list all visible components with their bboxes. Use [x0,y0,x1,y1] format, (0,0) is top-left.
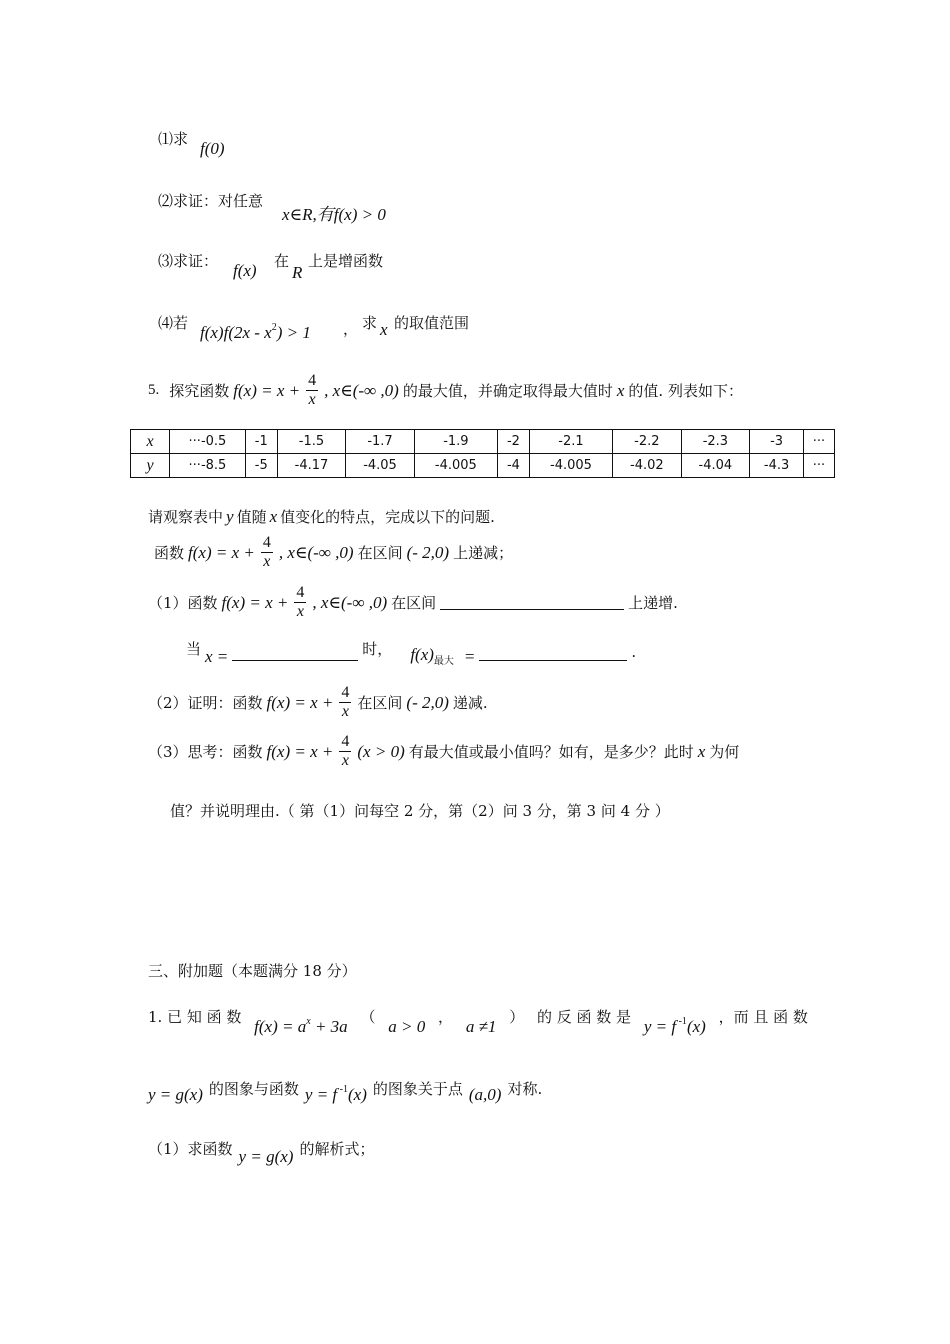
q4-part4-comma: ， [343,320,359,338]
q4-part3-math-r: R [292,263,303,282]
q5-given-func: f(x) = x + [188,542,255,562]
q5-observe-x: x [269,506,278,526]
q5-part1-xeq: x = [205,647,229,666]
q5-given-domain: , x∈(-∞ ,0) [278,542,354,562]
section3-q1-comma: ， [438,1008,454,1026]
section3-q1-line2-b: 的图象与函数 [208,1080,299,1098]
q5-part1-fraction: $\frac{4}{x}$ [296,584,305,620]
section3-q1-gx: y = g(x) [148,1085,203,1104]
table-cell: ···-0.5 [170,430,246,454]
section3-q1-line1 [148,996,808,1037]
table-cell: ··· [804,430,835,454]
q5-given-interval: (- 2,0) [406,542,450,562]
section3-q1-inverse: y = f $^{-1}$(x) [643,1016,706,1036]
q5-part1-time: 时， [362,640,393,658]
q5-part2-interval: (- 2,0) [406,692,449,712]
q5-part1-interval-blank[interactable] [440,595,624,610]
table-cell: ···-8.5 [170,454,246,478]
q5-part1-line [148,584,678,621]
q5-intro-x: x [616,380,625,400]
table-cell: -4 [498,454,530,478]
table-cell: -5 [245,454,277,478]
q5-given-a: 函数 [154,544,185,562]
section3-sub1-line [148,1138,375,1166]
section3-q1-line2-e: 的图象关于点 [372,1080,463,1098]
table-cell: -4.05 [346,454,415,478]
table-cell: ··· [804,454,835,478]
q5-part1-period: . [631,643,637,661]
q5-part1-fmax: $f(x)_{最大}$ [410,645,454,667]
q4-part4-tail: 的取值范围 [394,314,470,332]
q5-number: 5. [148,382,160,398]
table-cell: -4.005 [529,454,612,478]
section3-sub1-label: （1）求函数 [148,1140,233,1158]
section3-q1-point: (a,0) [468,1085,502,1104]
section3-title: 三、附加题（本题满分 18 分） [148,962,357,980]
q4-part4-math: $f(x)f(2x - x^2) > 1$ [200,322,311,342]
q5-observe-a: 请观察表中 [148,508,224,526]
section3-q1-line2 [148,1078,543,1104]
section3-sub1-tail: 的解析式； [299,1140,375,1158]
table-row-y [131,454,835,478]
q5-part3-line2: 值？并说明理由.（ 第（1）问每空 2 分，第（2）问 3 分，第 3 问 4 分 ） [170,802,670,820]
q5-intro-tail2: 的值. 列表如下： [628,382,743,400]
table-cell: -1.7 [346,430,415,454]
q5-part3-x: x [697,741,706,761]
q5-domain: , x∈(-∞ ,0) [324,380,399,400]
q5-part3-func: f(x) = x + [266,741,334,761]
q4-part3-label: ⑶求证： [158,252,219,270]
q5-intro: 探究函数 [169,382,230,400]
q5-part3-cond: (x > 0) [357,741,405,761]
q5-observe-b: 值随 [236,508,267,526]
section3-q1-line2-inverse: y = f $^{-1}$(x) [304,1084,367,1104]
q5-part2-line [148,684,488,721]
q4-part2-label: ⑵求证：对任意 [158,192,264,210]
q5-intro-line [148,372,743,409]
q4-part4-x: x [380,320,388,339]
q4-part1-math: f(0) [200,139,225,158]
q5-part3-tail2: 为何 [709,743,740,761]
q5-observe-c: 值变化的特点，完成以下的问题. [280,508,495,526]
q5-fraction: $\frac{4}{x}$ [308,372,317,408]
table-cell: -1.9 [414,430,497,454]
q5-intro-tail: 的最大值，并确定取得最大值时 [402,382,613,400]
table-cell: -2.2 [613,430,682,454]
q4-part1-label: ⑴求 [158,130,189,148]
q5-part3-tail: 有最大值或最小值吗？如有，是多少？此时 [408,743,694,761]
table-cell: -4.04 [681,454,750,478]
table-cell: -1.5 [277,430,346,454]
table-cell: -4.005 [414,454,497,478]
section3-q1-cond1: a > 0 [388,1016,426,1036]
q4-part3-math-fx: f(x) [233,261,257,280]
section3-q1-line2-f: 对称. [507,1080,543,1098]
q5-part3-line [148,733,739,770]
q5-part1-answer-line [186,638,636,667]
table-cell: -2 [498,430,530,454]
q4-part2-math: x∈R,有f(x) > 0 [282,205,386,224]
table-header-x: x [131,430,170,454]
q5-part1-x-blank[interactable] [232,646,358,661]
section3-q1-func: $f(x) = a^x + 3a$ [254,1016,348,1036]
q4-part4-label: ⑷若 [158,314,189,332]
section3-q1-label: 1. 已 知 函 数 [148,1008,242,1026]
q5-func-lhs: f(x) = x + [233,380,301,400]
q5-observe-line [148,506,495,527]
section3-q1-mid: 的 反 函 数 是 [536,1008,632,1026]
q4-part3-tail: 上是增函数 [308,252,384,270]
q4-part4-seek: 求 [362,314,378,332]
values-table [130,429,835,478]
q5-part2-interval-text: 在区间 [357,694,403,712]
section3-q1-tail: ，而 且 函 数 [718,1008,808,1026]
table-cell: -3 [750,430,804,454]
q5-part1-tail: 上递增. [628,594,678,612]
q5-part3-fraction: $\frac{4}{x}$ [341,733,350,769]
section3-q1-cond2: a ≠1 [465,1016,497,1036]
q5-part2-label: （2）证明：函数 [148,694,263,712]
q5-part3-label: （3）思考：函数 [148,743,263,761]
q5-part1-func: f(x) = x + [221,592,289,612]
q5-part1-interval-text: 在区间 [391,594,437,612]
table-header-y: y [131,454,170,478]
table-cell: -2.3 [681,430,750,454]
q5-part1-fmax-blank[interactable] [479,646,627,661]
q5-part2-func: f(x) = x + [266,692,334,712]
q5-part1-when: 当 [186,640,202,658]
section3-q1-paren-close: ） [509,1008,525,1026]
section3-sub1-math: y = g(x) [238,1147,294,1166]
q5-part1-eq: = [463,647,476,666]
table-cell: -4.3 [750,454,804,478]
q5-part2-tail: 递减. [452,694,488,712]
q5-part1-domain: , x∈(-∞ ,0) [312,592,388,612]
table-cell: -4.17 [277,454,346,478]
section3-q1-paren-open: （ [360,1008,376,1026]
table-cell: -1 [245,430,277,454]
q5-given-fraction: $\frac{4}{x}$ [262,534,271,570]
table-row-x [131,430,835,454]
q5-part1-label: （1）函数 [148,594,218,612]
q5-given-line [154,534,513,571]
q5-part2-fraction: $\frac{4}{x}$ [341,684,350,720]
q5-observe-y: y [226,506,234,526]
table-cell: -4.02 [613,454,682,478]
q5-given-interval-text: 在区间 [357,544,403,562]
q4-part3-in: 在 [274,252,290,270]
table-cell: -2.1 [529,430,612,454]
q5-given-tail: 上递减； [453,544,514,562]
